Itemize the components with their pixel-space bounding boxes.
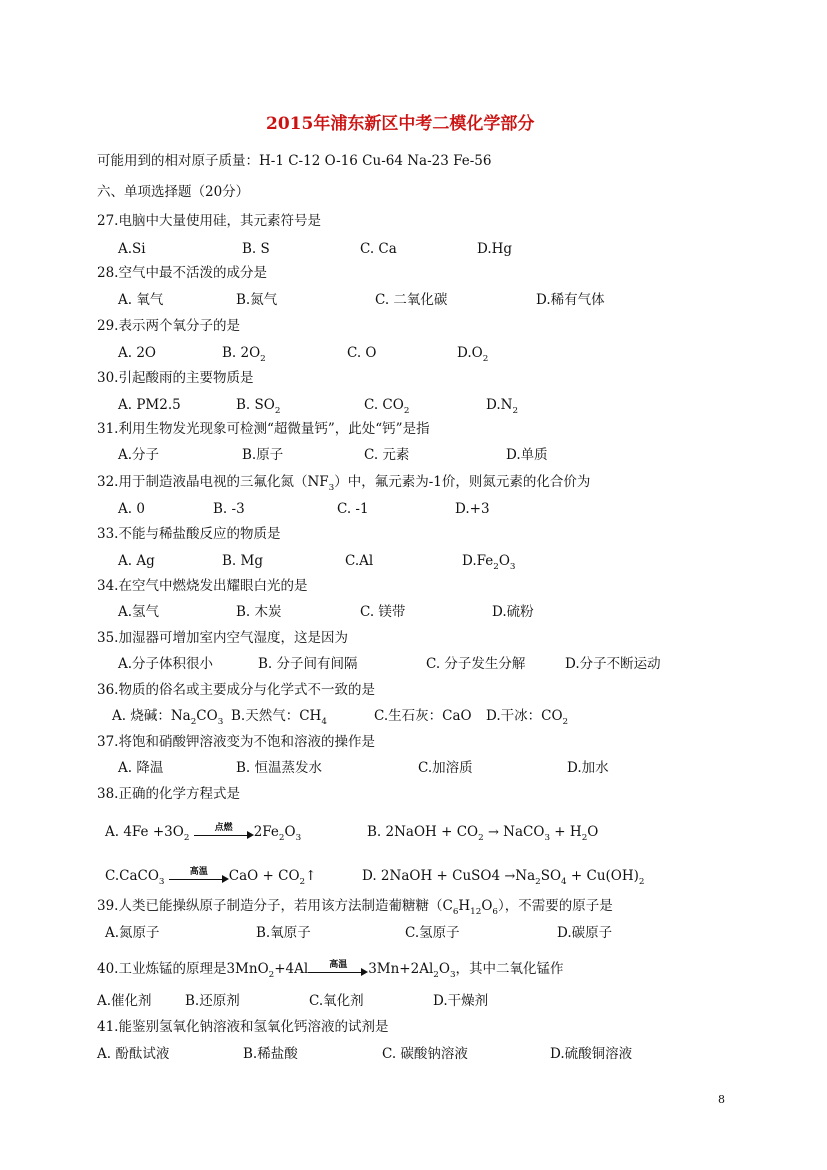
q40-option-c: C.氧化剂 — [309, 993, 364, 1009]
q35-option-d: D.分子不断运动 — [565, 656, 661, 672]
q35-option-c: C. 分子发生分解 — [426, 656, 526, 672]
q28-option-b: B.氮气 — [236, 292, 278, 308]
q37-option-a: A. 降温 — [118, 760, 164, 776]
q34-option-b: B. 木炭 — [236, 604, 282, 620]
q35-option-a: A.分子体积很小 — [118, 656, 214, 672]
question-37-stem: 37.将饱和硝酸钾溶液变为不饱和溶液的操作是 — [97, 734, 375, 750]
q33-option-a: A. Ag — [118, 553, 155, 569]
q41-option-d: D.硫酸铜溶液 — [550, 1046, 633, 1062]
q32-option-b: B. -3 — [213, 501, 245, 517]
q28-option-c: C. 二氧化碳 — [375, 292, 448, 308]
gas-up-arrow-icon: ↑ — [305, 868, 317, 884]
q36-option-a: A. 烧碱：$Na_2CO_3$ — [112, 708, 224, 727]
q36-option-b: B.天然气：$CH_4$ — [231, 708, 327, 727]
q29-option-d: $D.O_2$ — [457, 345, 489, 364]
q28-option-a: A. 氧气 — [118, 292, 164, 308]
reaction-arrow: 高温 — [308, 963, 368, 977]
question-39-stem: 39.人类已能操纵原子制造分子，若用该方法制造葡糖糖$(C_6H_{12}O_6)$，不需要的原子是 — [97, 898, 613, 917]
q30-option-a: A. PM2.5 — [118, 397, 181, 413]
q27-option-a: A.Si — [118, 241, 146, 257]
question-32-stem: 32.用于制造液晶电视的三氟化氮$(NF_3)$中，氟元素为-1价，则氮元素的化合价为 — [97, 474, 591, 493]
q31-option-a: A.分子 — [118, 447, 160, 463]
question-41-stem: 41.能鉴别氢氧化钠溶液和氢氧化钙溶液的试剂是 — [97, 1019, 389, 1035]
q32-option-d: D.+3 — [455, 501, 490, 517]
question-34-stem: 34.在空气中燃烧发出耀眼白光的是 — [97, 578, 308, 594]
q40-option-a: A.催化剂 — [97, 993, 152, 1009]
q30-option-d: $D.N_2$ — [486, 397, 519, 416]
question-28-stem: 28.空气中最不活泼的成分是 — [97, 265, 267, 281]
q32-option-c: C. -1 — [337, 501, 369, 517]
q32-option-a: A. 0 — [118, 501, 145, 517]
question-40-stem: 40.工业炼锰的原理是3MnO$_2$+4Al 高温 $3Mn+2Al_2O_3$，其中二氧化锰作 — [97, 959, 564, 980]
q38-option-a: A. $4Fe +3O_2$ 点燃 $2Fe_2O_3$ — [105, 822, 302, 843]
question-30-stem: 30.引起酸雨的主要物质是 — [97, 370, 254, 386]
q31-option-c: C. 元素 — [364, 447, 410, 463]
q41-option-b: B.稀盐酸 — [243, 1046, 298, 1062]
question-33-stem: 33.不能与稀盐酸反应的物质是 — [97, 526, 281, 542]
q38-option-d: D. 2NaOH + CuSO4 $\to Na_2SO_4 + Cu(OH)_2$ — [362, 868, 645, 887]
q37-option-b: B. 恒温蒸发水 — [236, 760, 323, 776]
question-36-stem: 36.物质的俗名或主要成分与化学式不一致的是 — [97, 682, 375, 698]
q36-option-c: C.生石灰：CaO — [374, 708, 472, 724]
q30-option-c: C. $CO_2$ — [364, 397, 410, 416]
q34-option-a: A.氢气 — [118, 604, 160, 620]
q36-option-d: D.干冰：$CO_2$ — [486, 708, 569, 727]
question-35-stem: 35.加湿器可增加室内空气湿度，这是因为 — [97, 630, 348, 646]
arrow-icon: → — [504, 869, 516, 884]
q41-option-a: A. 酚酞试液 — [97, 1046, 170, 1062]
q29-option-c: C. O — [347, 345, 377, 361]
q33-option-b: B. Mg — [222, 553, 263, 569]
q40-option-d: D.干燥剂 — [433, 993, 489, 1009]
atomic-masses: 可能用到的相对原子质量：H-1 C-12 O-16 Cu-64 Na-23 Fe-56 — [97, 153, 492, 169]
question-29-stem: 29.表示两个氧分子的是 — [97, 318, 240, 334]
question-27-stem: 27.电脑中大量使用硅，其元素符号是 — [97, 213, 321, 229]
q37-option-c: C.加溶质 — [418, 760, 473, 776]
q41-option-c: C. 碳酸钠溶液 — [382, 1046, 468, 1062]
q34-option-c: C. 镁带 — [360, 604, 406, 620]
q39-option-b: B.氧原子 — [256, 925, 311, 941]
q39-option-d: D.碳原子 — [557, 925, 613, 941]
question-38-stem: 38.正确的化学方程式是 — [97, 786, 240, 802]
q33-option-c: C.Al — [345, 553, 374, 569]
q28-option-d: D.稀有气体 — [536, 292, 605, 308]
q38-option-c: C.CaCO$_3$ 高温 CaO + $CO_2↑$ — [105, 866, 317, 887]
q31-option-d: D.单质 — [506, 447, 548, 463]
q39-option-a: A.氮原子 — [105, 925, 160, 941]
q30-option-b: B. $SO_2$ — [236, 397, 281, 416]
q39-option-c: C.氢原子 — [405, 925, 460, 941]
q33-option-d: $D.Fe_2O_3$ — [462, 553, 516, 572]
q40-option-b: B.还原剂 — [185, 993, 240, 1009]
q37-option-d: D.加水 — [567, 760, 609, 776]
q27-option-b: B. S — [242, 241, 270, 257]
reaction-arrow: 高温 — [169, 870, 229, 884]
arrow-icon: → — [487, 825, 499, 840]
section-heading: 六、单项选择题（20分） — [97, 184, 250, 200]
q27-option-c: C. Ca — [360, 241, 397, 257]
q35-option-b: B. 分子间有间隔 — [258, 656, 358, 672]
q29-option-b: B. $2O_2$ — [222, 345, 266, 364]
question-31-stem: 31.利用生物发光现象可检测“超微量钙”，此处“钙”是指 — [97, 421, 430, 437]
q31-option-b: B.原子 — [242, 447, 284, 463]
page-number: 8 — [718, 1093, 725, 1106]
reaction-arrow: 点燃 — [194, 826, 254, 840]
q38-option-b: B. 2NaOH + $CO_2$ → NaCO$_3$ + $H_2O$ — [367, 824, 599, 843]
q34-option-d: D.硫粉 — [492, 604, 534, 620]
q27-option-d: D.Hg — [477, 241, 513, 257]
q29-option-a: A. 2O — [118, 345, 156, 361]
page-title: 2015年浦东新区中考二模化学部分 — [266, 114, 535, 134]
